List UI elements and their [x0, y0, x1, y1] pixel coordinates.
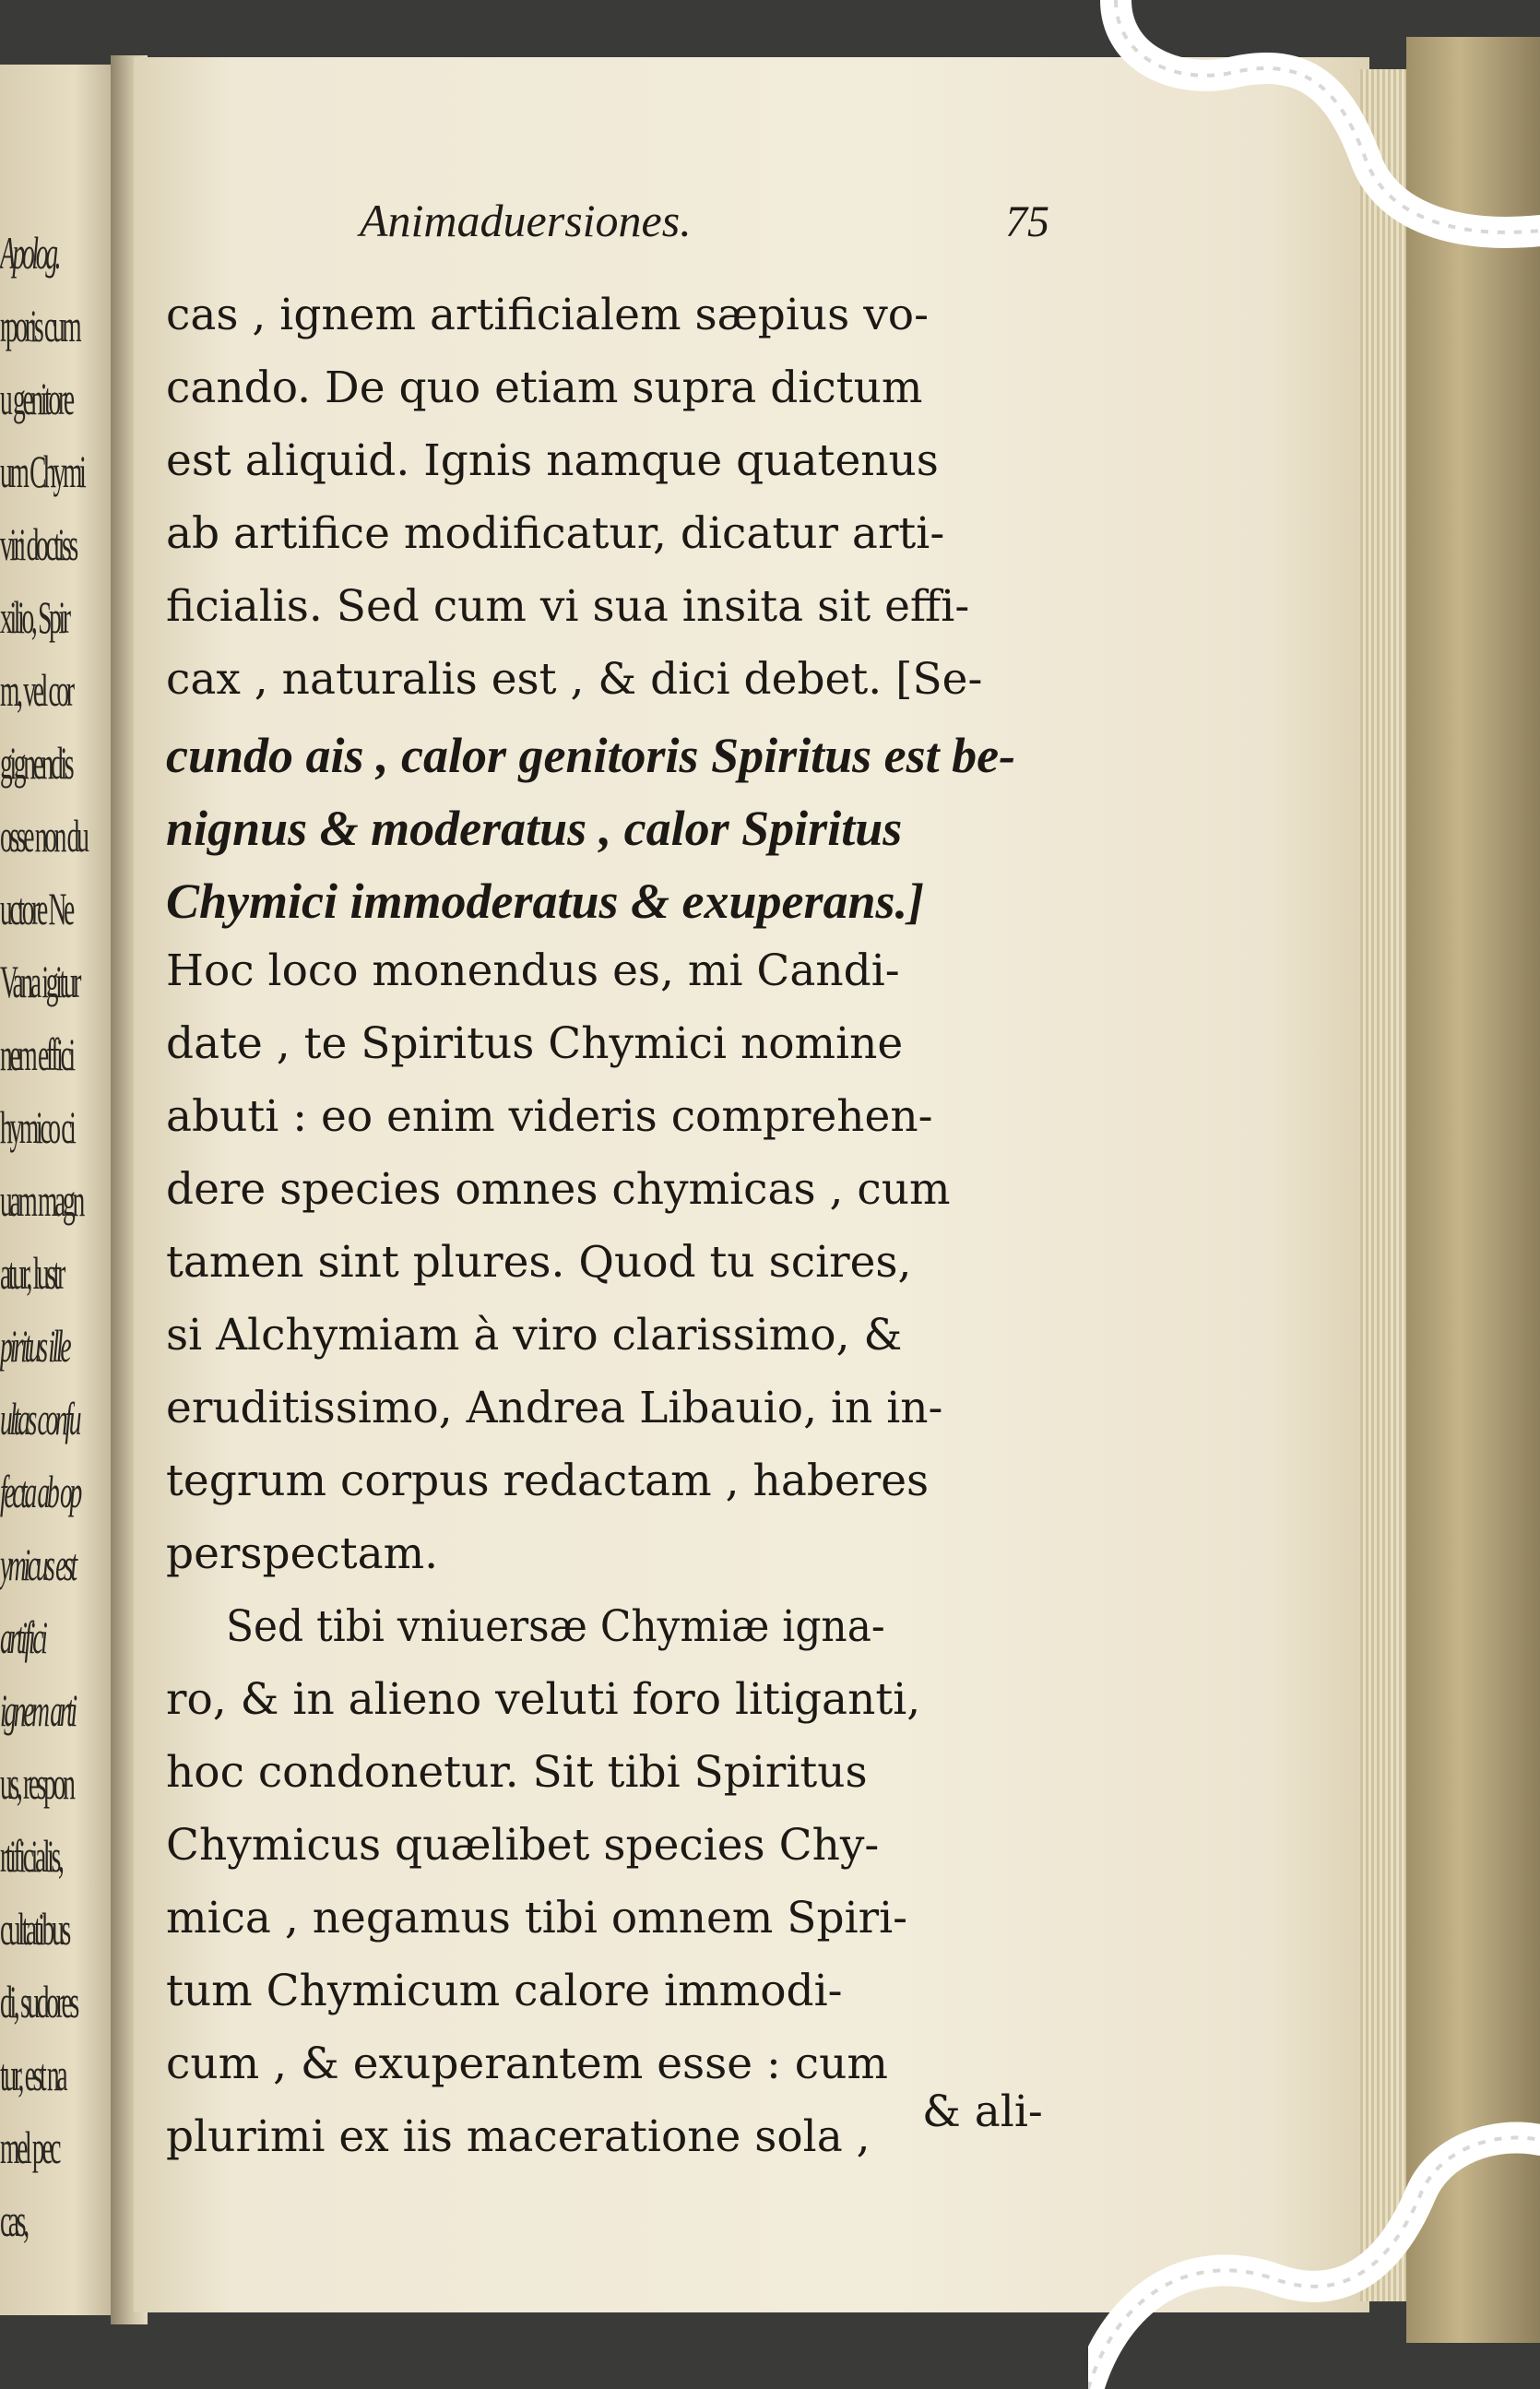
left-page-line: xilio, Spir	[0, 591, 68, 643]
left-page-line: mel pec	[0, 2122, 59, 2173]
text-line: eruditissimo, Andrea Libauio, in in-	[166, 1383, 943, 1433]
book-cover-edge	[1406, 37, 1540, 2343]
left-page-line: Vana igitur	[0, 956, 79, 1007]
left-page-line: ultas confu	[0, 1393, 79, 1444]
page-edges	[1360, 69, 1411, 2301]
text-line: cando. De quo etiam supra dictum	[166, 363, 923, 413]
left-page-line: um Chymi	[0, 446, 84, 497]
left-page-line: rtificialis,	[0, 1830, 62, 1882]
text-line: cas , ignem artificialem sæpius vo-	[166, 290, 929, 340]
text-line: nignus & moderatus , calor Spiritus	[166, 801, 903, 856]
text-line: dere species omnes chymicas , cum	[166, 1164, 951, 1215]
text-line: hoc condonetur. Sit tibi Spiritus	[166, 1747, 868, 1798]
left-page-line: gignendis	[0, 737, 72, 789]
left-page-line: uctore Ne	[0, 883, 72, 934]
left-page-line: ymicus est	[0, 1539, 75, 1590]
left-page-line: cas,	[0, 2194, 27, 2246]
left-page-line: cultatibus	[0, 1903, 68, 1955]
text-line: ficialis. Sed cum vi sua insita sit effi-	[166, 581, 970, 632]
running-head: Animaduersiones.	[360, 195, 692, 246]
text-line: si Alchymiam à viro clarissimo, &	[166, 1310, 903, 1361]
left-page-line: nem effici	[0, 1028, 73, 1080]
left-page-line: rporis cum	[0, 300, 79, 351]
text-line: mica , negamus tibi omnem Spiri-	[166, 1893, 907, 1943]
text-line: tamen sint plures. Quod tu scires,	[166, 1237, 912, 1288]
text-line: perspectam.	[166, 1528, 439, 1579]
text-line: plurimi ex iis maceratione sola ,	[166, 2111, 871, 2162]
text-line: date , te Spiritus Chymici nomine	[166, 1018, 904, 1069]
text-line: Sed tibi vniuersæ Chymiæ igna-	[226, 1601, 885, 1652]
text-line: tum Chymicum calore immodi-	[166, 1966, 843, 2016]
text-line: abuti : eo enim videris comprehen-	[166, 1091, 933, 1142]
left-page-line: us, respon	[0, 1757, 73, 1809]
ribbon-top-icon	[1060, 0, 1540, 332]
text-line: Chymicus quælibet species Chy-	[166, 1820, 880, 1871]
text-line: Chymici immoderatus & exuperans.]	[166, 874, 925, 929]
left-page-line: tur, est na	[0, 2049, 65, 2100]
text-line: ab artifice modificatur, dicatur arti-	[166, 508, 945, 559]
left-page-line: fecta ab op	[0, 1466, 79, 1517]
left-page-line: osse non du	[0, 810, 87, 862]
left-page-line: di, sudores	[0, 1976, 77, 2027]
left-page-line: u genitore	[0, 373, 72, 424]
ribbon-bottom-icon	[1088, 2112, 1540, 2389]
left-page-line: hymico ci	[0, 1101, 74, 1153]
left-page-line: uam magn	[0, 1174, 82, 1226]
left-page-line: Apolog.	[0, 227, 59, 279]
left-page-fragment	[0, 65, 124, 2315]
text-line: ro, & in alieno veluti foro litiganti,	[166, 1674, 921, 1725]
text-line: cundo ais , calor genitoris Spiritus est be-	[166, 728, 1016, 783]
left-page-line: piritus ille	[0, 1320, 69, 1372]
left-page-line: m, vel cor	[0, 664, 72, 716]
text-line: est aliquid. Ignis namque quatenus	[166, 435, 939, 486]
left-page-line: atur, lustr	[0, 1247, 63, 1299]
page-number: 75	[1005, 197, 1049, 246]
text-line: tegrum corpus redactam , haberes	[166, 1456, 930, 1506]
text-line: cax , naturalis est , & dici debet. [Se-	[166, 654, 983, 705]
text-line: Hoc loco monendus es, mi Candi-	[166, 945, 900, 996]
left-page-line: ignem arti	[0, 1684, 75, 1736]
left-page-line: artifici	[0, 1611, 45, 1663]
text-line: cum , & exuperantem esse : cum	[166, 2038, 888, 2089]
catchword: & ali-	[922, 2086, 1043, 2137]
left-page-line: viri doctiss	[0, 518, 76, 570]
